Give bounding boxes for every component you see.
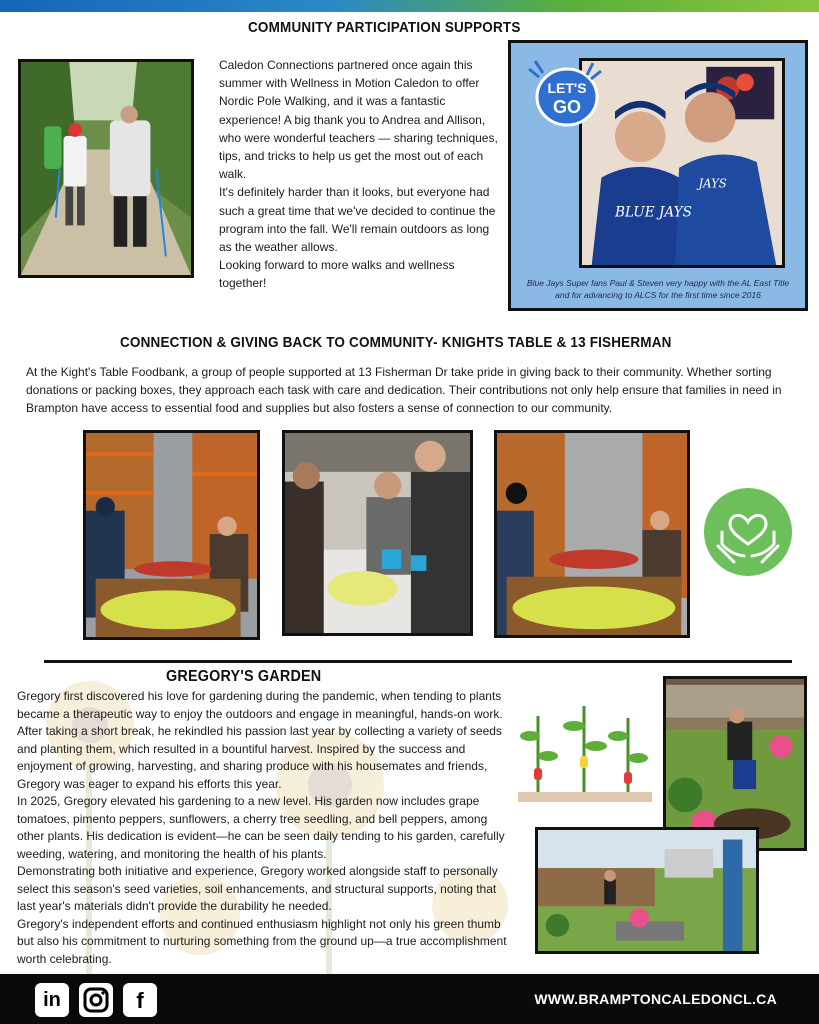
- section-heading-knights-table: CONNECTION & GIVING BACK TO COMMUNITY- KNIGHTS TABLE & 13 FISHERMAN: [120, 334, 672, 351]
- top-color-bar: [0, 0, 819, 12]
- section-heading-community-participation: COMMUNITY PARTICIPATION SUPPORTS: [248, 19, 521, 36]
- blue-jays-photo: [579, 58, 785, 268]
- svg-text:BLUE JAYS: BLUE JAYS: [615, 204, 692, 221]
- blue-jays-caption: Blue Jays Super fans Paul & Steven very happy with the AL East Title and for advancing to ALCS for the first time since 2016: [526, 278, 790, 300]
- nordic-walking-photo: [18, 59, 194, 278]
- badge-line-2: GO: [552, 97, 582, 117]
- svg-text:JAYS: JAYS: [698, 176, 727, 191]
- foodbank-photo-3: [494, 430, 690, 638]
- website-link[interactable]: WWW.BRAMPTONCALEDONCL.CA: [534, 991, 777, 1007]
- paragraph: Demonstrating both initiative and experience, Gregory worked alongside staff to personally select this season's seed varieties, soil enhancements, and structural supports, noting that last year's materials didn't provide the durability he needed.: [17, 864, 498, 913]
- section-divider: [44, 660, 792, 663]
- garden-photo-gregory: [663, 676, 807, 851]
- gregorys-garden-text: [17, 688, 517, 968]
- garden-photo-backyard: [535, 827, 759, 954]
- paragraph: Gregory first discovered his love for gardening during the pandemic, when tending to plants became a therapeutic way to enjoy the outdoors and engage in meaningful, hands-on work.: [17, 689, 503, 721]
- foodbank-photo-1: [83, 430, 260, 640]
- heart-hands-badge: [704, 488, 792, 576]
- heart-hands-icon: [704, 488, 792, 576]
- paragraph: Looking forward to more walks and wellness together!: [219, 258, 455, 291]
- foodbank-photo-2: [282, 430, 473, 636]
- linkedin-icon[interactable]: in: [35, 983, 69, 1017]
- plants-illustration: [518, 696, 652, 806]
- paragraph: After taking a short break, he rekindled his passion last year by collecting a variety of seeds and planting them, which resulted in a bountiful harvest. Inspired by the success and enjoyment of growing, harvesting, and sharing produce with his housemates and friends, Gregory was eager to expand his efforts this year.: [17, 724, 502, 791]
- knights-table-paragraph: At the Kight's Table Foodbank, a group of people supported at 13 Fisherman Dr take pride in giving back to their community. Whether sorting donations or packing boxes, they approach each task with care and dedication. Their contributions not only help ensure that families in need in Brampton have access to essential food and supplies but also fosters a sense of connection to our community.: [26, 365, 782, 416]
- instagram-icon[interactable]: [79, 983, 113, 1017]
- paragraph: In 2025, Gregory elevated his gardening to a new level. His garden now includes grape tomatoes, pimento peppers, sunflowers, a cherry tree seedling, and bell peppers, among other plants. His dedication is evident—he can be seen daily tending to his garden, carefully weeding, watering, and monitoring the health of his plants.: [17, 794, 505, 861]
- section-heading-gregorys-garden: GREGORY'S GARDEN: [166, 668, 322, 685]
- paragraph: Caledon Connections partnered once again this summer with Wellness in Motion Caledon to offer Nordic Pole Walking, and it was a fantastic experience! A big thank you to Andrea and Allison, who were wonderful teachers — sharing techniques, tips, and tricks to help us get the most out of each walk.: [219, 58, 498, 182]
- facebook-icon[interactable]: f: [123, 983, 157, 1017]
- paragraph: It's definitely harder than it looks, but everyone had such a great time that we've decided to continue the program into the fall. We'll remain outdoors as long as the weather allows.: [219, 185, 496, 255]
- footer: [0, 974, 819, 1024]
- paragraph: Gregory's independent efforts and continued enthusiasm highlight not only his green thumb but also his commitment to nurturing something from the ground up—a true accomplishment worth celebrating.: [17, 916, 507, 966]
- blue-jays-feature: [508, 40, 808, 311]
- badge-line-1: LET'S: [547, 80, 587, 96]
- lets-go-badge: [527, 59, 603, 127]
- nordic-walking-text: [219, 56, 499, 293]
